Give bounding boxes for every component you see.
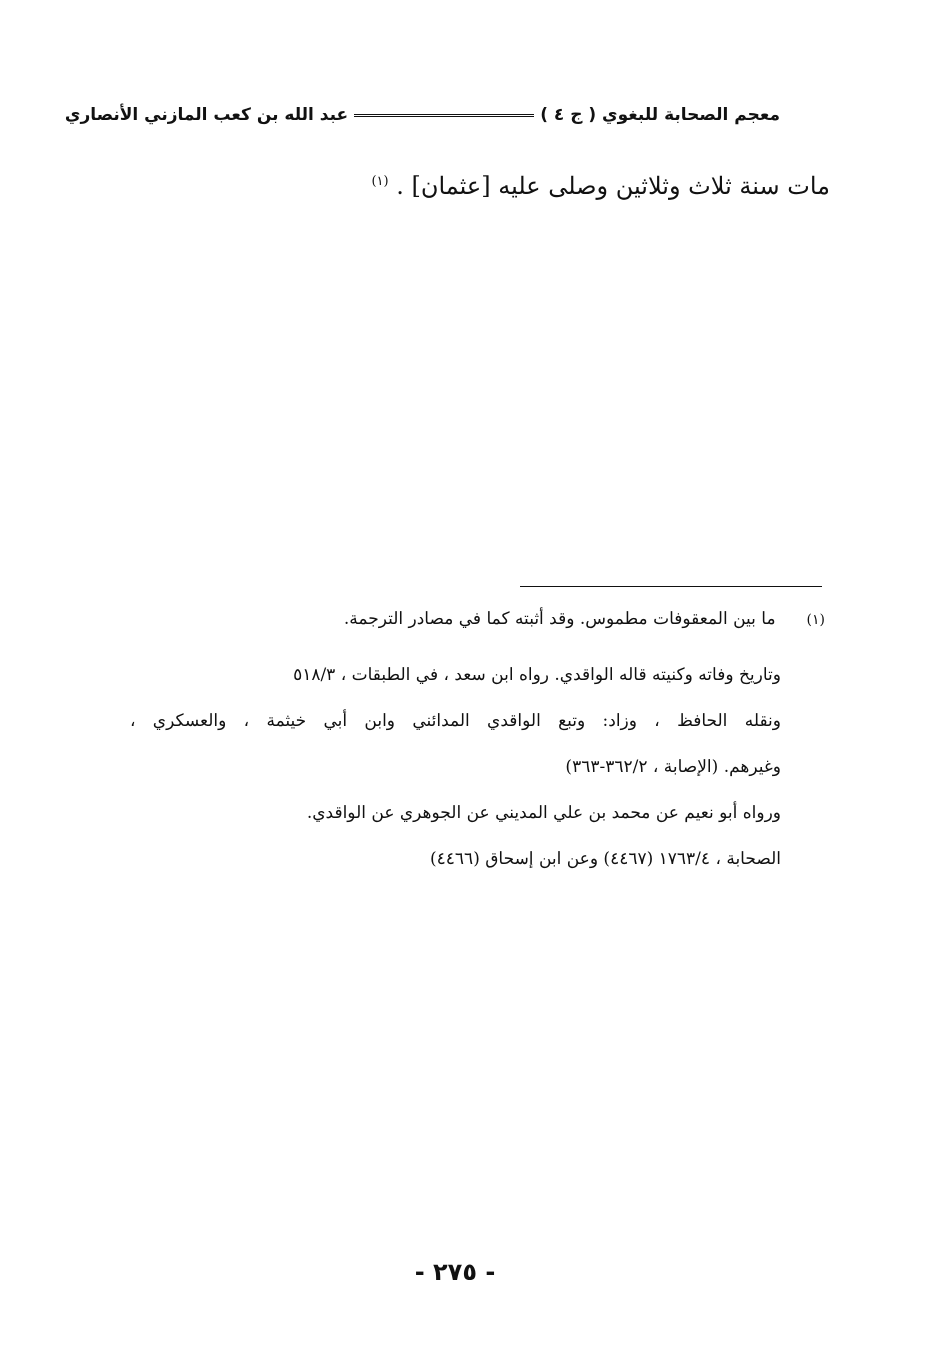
header-book-title: معجم الصحابة للبغوي ( ج ٤ ) — [540, 105, 780, 125]
page-number: - ٢٧٥ - — [414, 1258, 496, 1286]
footnote-text: ما بين المعقوفات مطموس. وقد أثبته كما في مصادر الترجمة. — [343, 609, 776, 629]
footnote-line — [130, 794, 825, 840]
footnote-line — [130, 656, 825, 702]
footnote-line — [130, 840, 825, 886]
footnote-reference: (١) — [371, 174, 389, 189]
header-rule — [354, 114, 534, 117]
footnote-text: الصحابة ، ١٧٦٣/٤ (٤٤٦٧) وعن ابن إسحاق (٤٤٦٦) — [430, 849, 781, 869]
running-header — [64, 100, 780, 130]
footnote-number: (١) — [806, 612, 825, 628]
footnotes — [130, 600, 825, 886]
footnote-line — [130, 748, 825, 794]
footnote-separator — [520, 586, 822, 587]
footnote-line — [130, 600, 825, 656]
main-text-line: مات سنة ثلاث وثلاثين وصلى عليه [عثمان] . — [396, 172, 830, 200]
header-entry-title: عبد الله بن كعب المازني الأنصاري — [64, 105, 349, 125]
footnote-line: ونقله الحافظ ، وزاد: وتبع الواقدي المدائني وابن أبي خيثمة ، والعسكري ، — [130, 711, 781, 731]
footnote-text: وتاريخ وفاته وكنيته قاله الواقدي. رواه ابن سعد ، في الطبقات ، ٥١٨/٣ — [293, 665, 781, 685]
footnote-text: وغيرهم. (الإصابة ، ٣٦٢/٢-٣٦٣) — [565, 757, 781, 777]
main-text — [330, 170, 830, 204]
footnote-text: ورواه أبو نعيم عن محمد بن علي المديني عن الجوهري عن الواقدي. — [306, 803, 781, 823]
